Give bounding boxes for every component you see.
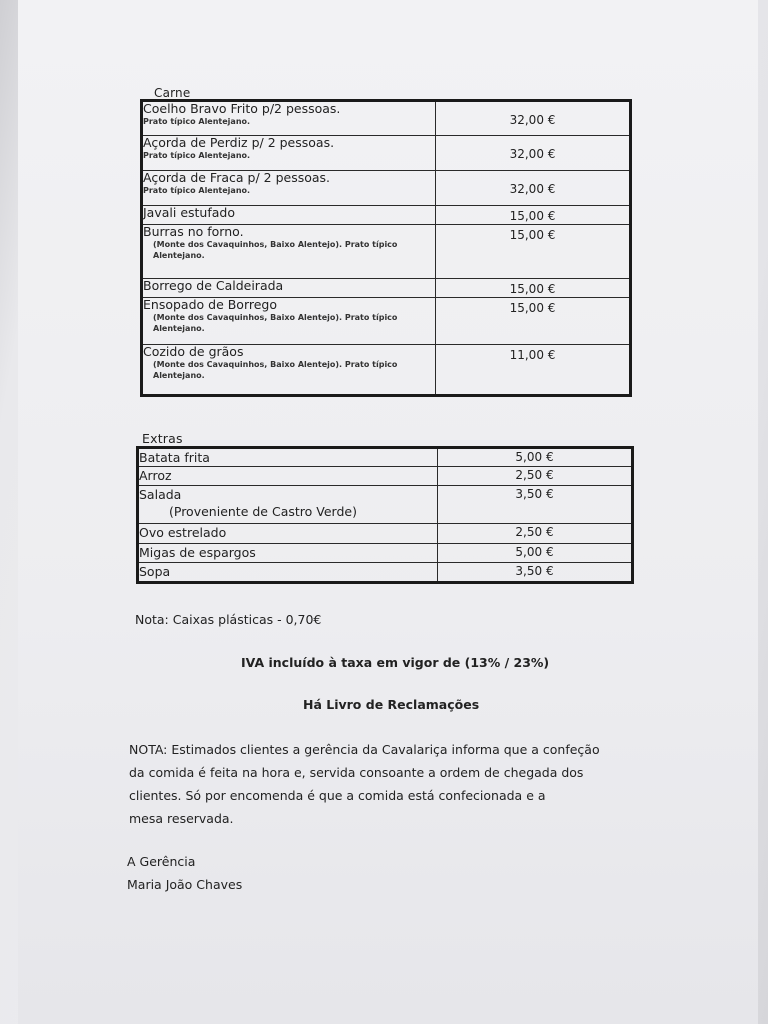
dish-note: (Monte dos Cavaquinhos, Baixo Alentejo). Prato típico Alentejano. xyxy=(153,313,398,333)
nota-line: clientes. Só por encomenda é que a comida está confecionada e a xyxy=(129,788,546,803)
carne-section-label: Carne xyxy=(154,86,191,100)
price-cell xyxy=(436,101,631,136)
carne-row xyxy=(142,298,631,345)
extras-row xyxy=(138,563,633,583)
extra-price: 5,00 € xyxy=(515,545,554,559)
dish-name: Coelho Bravo Frito p/2 pessoas. xyxy=(143,101,341,116)
dish-cell xyxy=(142,345,436,396)
extra-cell xyxy=(138,524,438,544)
carne-row xyxy=(142,101,631,136)
dish-cell xyxy=(142,298,436,345)
extras-row xyxy=(138,486,633,524)
dish-cell xyxy=(142,225,436,279)
price-cell xyxy=(438,524,633,544)
dish-price: 32,00 € xyxy=(509,147,556,161)
extra-name: Arroz xyxy=(139,468,172,483)
signature-line-1: A Gerência xyxy=(127,854,196,869)
dish-note: Prato típico Alentejano. xyxy=(143,117,251,126)
iva-notice: IVA incluído à taxa em vigor de (13% / 23%) xyxy=(241,655,550,670)
price-cell xyxy=(438,486,633,524)
extras-row xyxy=(138,544,633,563)
price-cell xyxy=(436,345,631,396)
price-cell xyxy=(438,448,633,467)
dish-name: Javali estufado xyxy=(143,205,235,220)
dish-price: 11,00 € xyxy=(509,348,556,362)
extra-price: 3,50 € xyxy=(515,564,554,578)
carne-row xyxy=(142,279,631,298)
dish-price: 15,00 € xyxy=(509,209,556,223)
extra-name: Migas de espargos xyxy=(139,545,256,560)
price-cell xyxy=(436,225,631,279)
dish-name: Açorda de Fraca p/ 2 pessoas. xyxy=(143,170,331,185)
extra-sub: (Proveniente de Castro Verde) xyxy=(169,504,357,519)
extra-cell xyxy=(138,448,438,467)
extra-name: Ovo estrelado xyxy=(139,525,227,540)
extra-cell xyxy=(138,486,438,524)
dish-name: Ensopado de Borrego xyxy=(143,297,278,312)
price-cell xyxy=(438,563,633,583)
dish-note: (Monte dos Cavaquinhos, Baixo Alentejo). Prato típico Alentejano. xyxy=(153,240,398,260)
livro-reclamacoes: Há Livro de Reclamações xyxy=(303,697,480,712)
dish-name: Borrego de Caldeirada xyxy=(143,278,284,293)
price-cell xyxy=(436,136,631,171)
signature-line-2: Maria João Chaves xyxy=(127,877,243,892)
price-cell xyxy=(436,206,631,225)
nota-line: da comida é feita na hora e, servida consoante a ordem de chegada dos xyxy=(129,765,584,780)
price-cell xyxy=(438,544,633,563)
price-cell xyxy=(436,279,631,298)
extras-row xyxy=(138,467,633,486)
extra-price: 2,50 € xyxy=(515,525,554,539)
dish-price: 15,00 € xyxy=(509,282,556,296)
dish-cell xyxy=(142,206,436,225)
extras-section-label: Extras xyxy=(142,431,183,446)
dish-name: Cozido de grãos xyxy=(143,344,244,359)
nota-line: NOTA: Estimados clientes a gerência da Cavalariça informa que a confeção xyxy=(129,742,600,757)
nota-line: mesa reservada. xyxy=(129,811,234,826)
nota-paragraph xyxy=(129,738,729,830)
price-cell xyxy=(436,171,631,206)
extra-cell xyxy=(138,544,438,563)
extra-price: 2,50 € xyxy=(515,468,554,482)
price-cell xyxy=(436,298,631,345)
dish-price: 15,00 € xyxy=(509,301,556,315)
extra-cell xyxy=(138,563,438,583)
dish-name: Burras no forno. xyxy=(143,224,244,239)
carne-table xyxy=(140,99,632,397)
dish-cell xyxy=(142,171,436,206)
dish-cell xyxy=(142,279,436,298)
price-cell xyxy=(438,467,633,486)
dish-note: (Monte dos Cavaquinhos, Baixo Alentejo). Prato típico Alentejano. xyxy=(153,360,398,380)
dish-cell xyxy=(142,101,436,136)
carne-row xyxy=(142,206,631,225)
dish-cell xyxy=(142,136,436,171)
carne-row xyxy=(142,136,631,171)
extra-price: 5,00 € xyxy=(515,450,554,464)
extra-price: 3,50 € xyxy=(515,487,554,501)
extras-row xyxy=(138,448,633,467)
extras-table xyxy=(136,446,634,584)
carne-row xyxy=(142,345,631,396)
carne-row xyxy=(142,171,631,206)
dish-price: 32,00 € xyxy=(509,113,556,127)
nota-caixas: Nota: Caixas plásticas - 0,70€ xyxy=(135,612,322,627)
dish-name: Açorda de Perdiz p/ 2 pessoas. xyxy=(143,135,335,150)
extra-name: Batata frita xyxy=(139,450,210,465)
dish-note: Prato típico Alentejano. xyxy=(143,151,251,160)
carne-row xyxy=(142,225,631,279)
extras-row xyxy=(138,524,633,544)
dish-price: 32,00 € xyxy=(509,182,556,196)
dish-note: Prato típico Alentejano. xyxy=(143,186,251,195)
extra-cell xyxy=(138,467,438,486)
extra-name: Salada xyxy=(139,487,182,502)
signature-block xyxy=(127,850,727,896)
extra-name: Sopa xyxy=(139,564,171,579)
dish-price: 15,00 € xyxy=(509,228,556,242)
